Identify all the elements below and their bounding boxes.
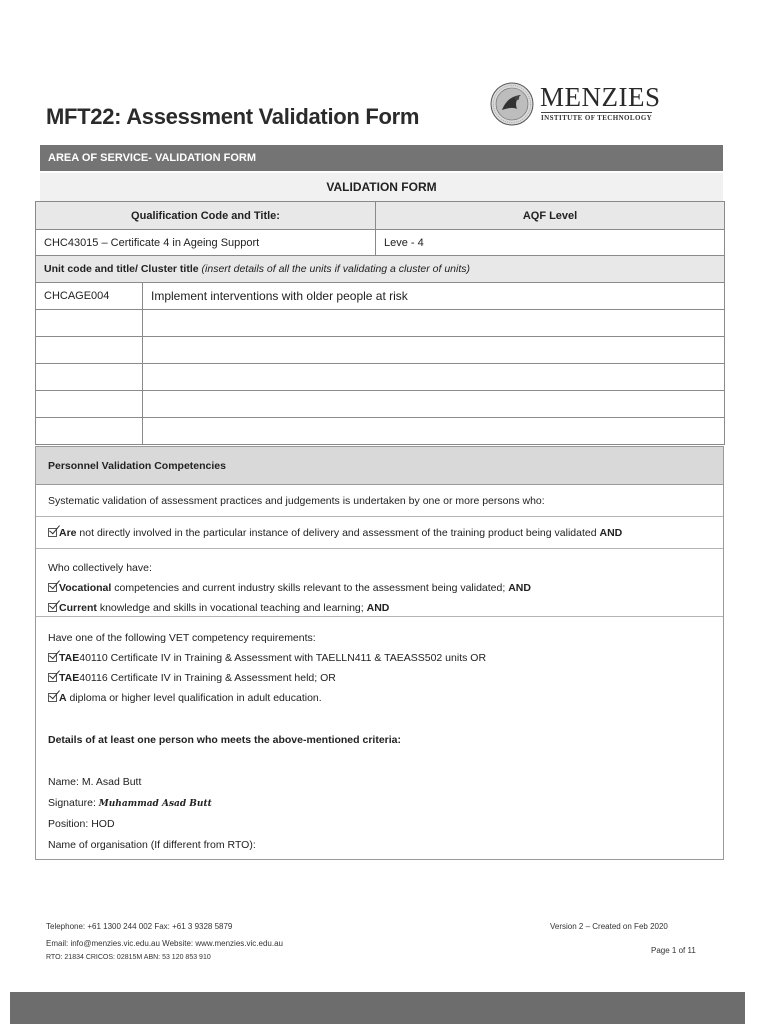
unit-title[interactable]	[143, 310, 725, 337]
personnel-section	[35, 446, 724, 860]
item-and: AND	[366, 602, 390, 614]
item-text: 40116 Certificate IV in Training & Assessment held; OR	[79, 672, 336, 684]
checked-checkbox-icon[interactable]	[48, 673, 57, 682]
qualification-header: Qualification Code and Title:	[36, 202, 376, 230]
unit-row	[36, 283, 725, 310]
qualification-value[interactable]: CHC43015 – Certificate 4 in Ageing Support	[36, 230, 376, 256]
name-field[interactable]: Name: M. Asad Butt	[48, 776, 142, 788]
unit-title[interactable]	[143, 418, 725, 445]
footer-version: Version 2 – Created on Feb 2020	[550, 922, 668, 931]
intro-text: Systematic validation of assessment practices and judgements is undertaken by one or more persons who:	[36, 485, 723, 517]
criterion-text: not directly involved in the particular instance of delivery and assessment of the training product being validated	[76, 527, 600, 539]
unit-code[interactable]	[36, 418, 143, 445]
item-and: AND	[508, 582, 531, 594]
logo-name: MENZIES	[540, 82, 661, 112]
footer-email: Email: info@menzies.vic.edu.au Website: www.menzies.vic.edu.au	[46, 939, 283, 948]
aqf-level-header: AQF Level	[376, 202, 725, 230]
signature-value: Muhammad Asad Butt	[98, 799, 212, 809]
item-text: diploma or higher level qualification in adult education.	[66, 692, 322, 704]
personnel-heading: Personnel Validation Competencies	[36, 447, 723, 485]
vet-intro: Have one of the following VET competency requirements:	[48, 632, 316, 644]
checked-checkbox-icon[interactable]	[48, 653, 57, 662]
unit-code[interactable]: CHCAGE004	[36, 283, 143, 310]
checked-checkbox-icon[interactable]	[48, 528, 57, 537]
unit-code[interactable]	[36, 364, 143, 391]
item-bold: Current	[59, 602, 97, 614]
position-field[interactable]: Position: HOD	[48, 818, 115, 830]
item-bold: TAE	[59, 672, 80, 684]
unit-title[interactable]	[143, 391, 725, 418]
unit-row	[36, 418, 725, 445]
area-of-service-band: AREA OF SERVICE- VALIDATION FORM	[40, 145, 723, 171]
unit-row	[36, 391, 725, 418]
item-bold: Vocational	[59, 582, 112, 594]
checked-checkbox-icon[interactable]	[48, 583, 57, 592]
unit-header-hint: (insert details of all the units if validating a cluster of units)	[201, 263, 470, 275]
unit-title[interactable]	[143, 364, 725, 391]
logo-subtitle: INSTITUTE OF TECHNOLOGY	[541, 114, 653, 122]
qualification-table	[35, 201, 725, 445]
unit-row	[36, 310, 725, 337]
collective-section	[36, 549, 723, 617]
checked-checkbox-icon[interactable]	[48, 603, 57, 612]
signature-field[interactable]	[48, 793, 711, 814]
unit-code[interactable]	[36, 310, 143, 337]
vet-item	[48, 688, 711, 708]
unit-title[interactable]: Implement interventions with older people at risk	[143, 283, 725, 310]
page-title: MFT22: Assessment Validation Form	[46, 104, 420, 129]
vet-section	[36, 617, 723, 856]
unit-code[interactable]	[36, 337, 143, 364]
unit-title[interactable]	[143, 337, 725, 364]
item-bold: TAE	[59, 652, 80, 664]
item-text: 40110 Certificate IV in Training & Assessment with TAELLN411 & TAEASS502 units OR	[79, 652, 487, 664]
footer-phone: Telephone: +61 1300 244 002 Fax: +61 3 9328 5879	[46, 922, 233, 931]
vet-item	[48, 648, 711, 668]
footer-rto: RTO: 21834 CRICOS: 02815M ABN: 53 120 853 910	[46, 954, 211, 961]
item-text: knowledge and skills in vocational teaching and learning;	[96, 602, 367, 614]
organisation-field[interactable]: Name of organisation (If different from RTO):	[48, 839, 256, 851]
seal-icon	[490, 82, 534, 126]
vet-item	[48, 668, 711, 688]
footer-bar	[10, 992, 745, 1024]
validation-form-title: VALIDATION FORM	[40, 173, 723, 201]
collective-item	[48, 598, 711, 618]
unit-code[interactable]	[36, 391, 143, 418]
unit-row	[36, 364, 725, 391]
signature-label: Signature:	[48, 797, 99, 809]
menzies-logo	[490, 82, 660, 128]
item-text: competencies and current industry skills relevant to the assessment being validated;	[111, 582, 509, 594]
criterion-and: AND	[599, 527, 623, 539]
details-heading: Details of at least one person who meets the above-mentioned criteria:	[48, 734, 402, 746]
criterion-row	[36, 517, 723, 549]
unit-header	[36, 256, 725, 283]
checked-checkbox-icon[interactable]	[48, 693, 57, 702]
criterion-bold: Are	[59, 527, 77, 539]
collective-item	[48, 578, 711, 598]
footer-page-number: Page 1 of 11	[651, 946, 696, 955]
item-bold: A	[59, 692, 67, 704]
collective-intro: Who collectively have:	[48, 562, 152, 574]
unit-header-label: Unit code and title/ Cluster title	[44, 263, 199, 275]
unit-row	[36, 337, 725, 364]
aqf-level-value[interactable]: Leve - 4	[376, 230, 725, 256]
